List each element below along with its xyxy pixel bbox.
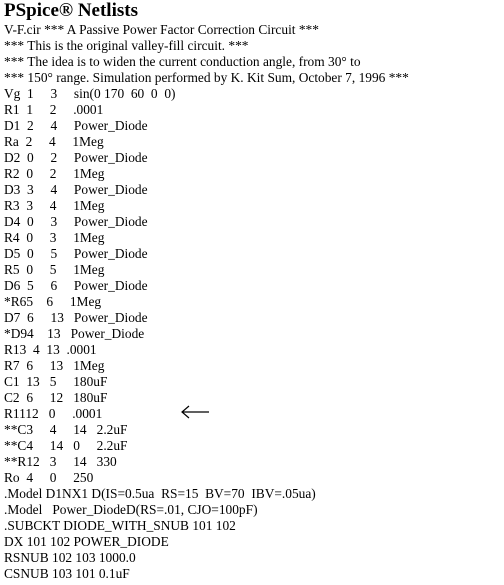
netlist-line: R7 6 13 1Meg <box>4 358 105 373</box>
netlist-document <box>4 0 502 582</box>
netlist-line: RSNUB 102 103 1000.0 <box>4 550 136 565</box>
netlist-line: .SUBCKT DIODE_WITH_SNUB 101 102 <box>4 518 236 533</box>
netlist-line: R4 0 3 1Meg <box>4 230 105 245</box>
netlist-line: *R65 6 1Meg <box>4 294 102 309</box>
netlist-line: .Model D1NX1 D(IS=0.5ua RS=15 BV=70 IBV=.05ua) <box>4 486 316 501</box>
netlist-line: D1 2 4 Power_Diode <box>4 118 148 133</box>
netlist-line: D6 5 6 Power_Diode <box>4 278 148 293</box>
netlist-line: R1112 0 .0001 <box>4 406 103 421</box>
netlist-line: D2 0 2 Power_Diode <box>4 150 148 165</box>
netlist-line: **C3 4 14 2.2uF <box>4 422 128 437</box>
netlist-line: CSNUB 103 101 0.1uF <box>4 566 130 581</box>
netlist-line: R5 0 5 1Meg <box>4 262 105 277</box>
netlist-line: D4 0 3 Power_Diode <box>4 214 148 229</box>
netlist-line: C2 6 12 180uF <box>4 390 108 405</box>
netlist-line: R13 4 13 .0001 <box>4 342 97 357</box>
netlist-line: *** 150° range. Simulation performed by K. Kit Sum, October 7, 1996 *** <box>4 70 409 85</box>
document-title: PSpice® Netlists <box>4 0 138 21</box>
netlist-line: D5 0 5 Power_Diode <box>4 246 148 261</box>
netlist-line: *** The idea is to widen the current conduction angle, from 30° to <box>4 54 361 69</box>
netlist-line: V-F.cir *** A Passive Power Factor Correction Circuit *** <box>4 22 319 37</box>
netlist-line: Vg 1 3 sin(0 170 60 0 0) <box>4 86 176 101</box>
netlist-line: *D94 13 Power_Diode <box>4 326 145 341</box>
netlist-line: R2 0 2 1Meg <box>4 166 105 181</box>
netlist-line: D7 6 13 Power_Diode <box>4 310 148 325</box>
netlist-line: R1 1 2 .0001 <box>4 102 104 117</box>
netlist-line: .Model Power_DiodeD(RS=.01, CJO=100pF) <box>4 502 258 517</box>
netlist-line: Ro 4 0 250 <box>4 470 94 485</box>
left-arrow-icon <box>180 405 210 419</box>
netlist-line: D3 3 4 Power_Diode <box>4 182 148 197</box>
netlist-line: DX 101 102 POWER_DIODE <box>4 534 169 549</box>
netlist-line: **R12 3 14 330 <box>4 454 117 469</box>
netlist-line: *** This is the original valley-fill circuit. *** <box>4 38 249 53</box>
netlist-line: C1 13 5 180uF <box>4 374 108 389</box>
netlist-line: R3 3 4 1Meg <box>4 198 105 213</box>
netlist-line: **C4 14 0 2.2uF <box>4 438 128 453</box>
netlist-line: Ra 2 4 1Meg <box>4 134 104 149</box>
